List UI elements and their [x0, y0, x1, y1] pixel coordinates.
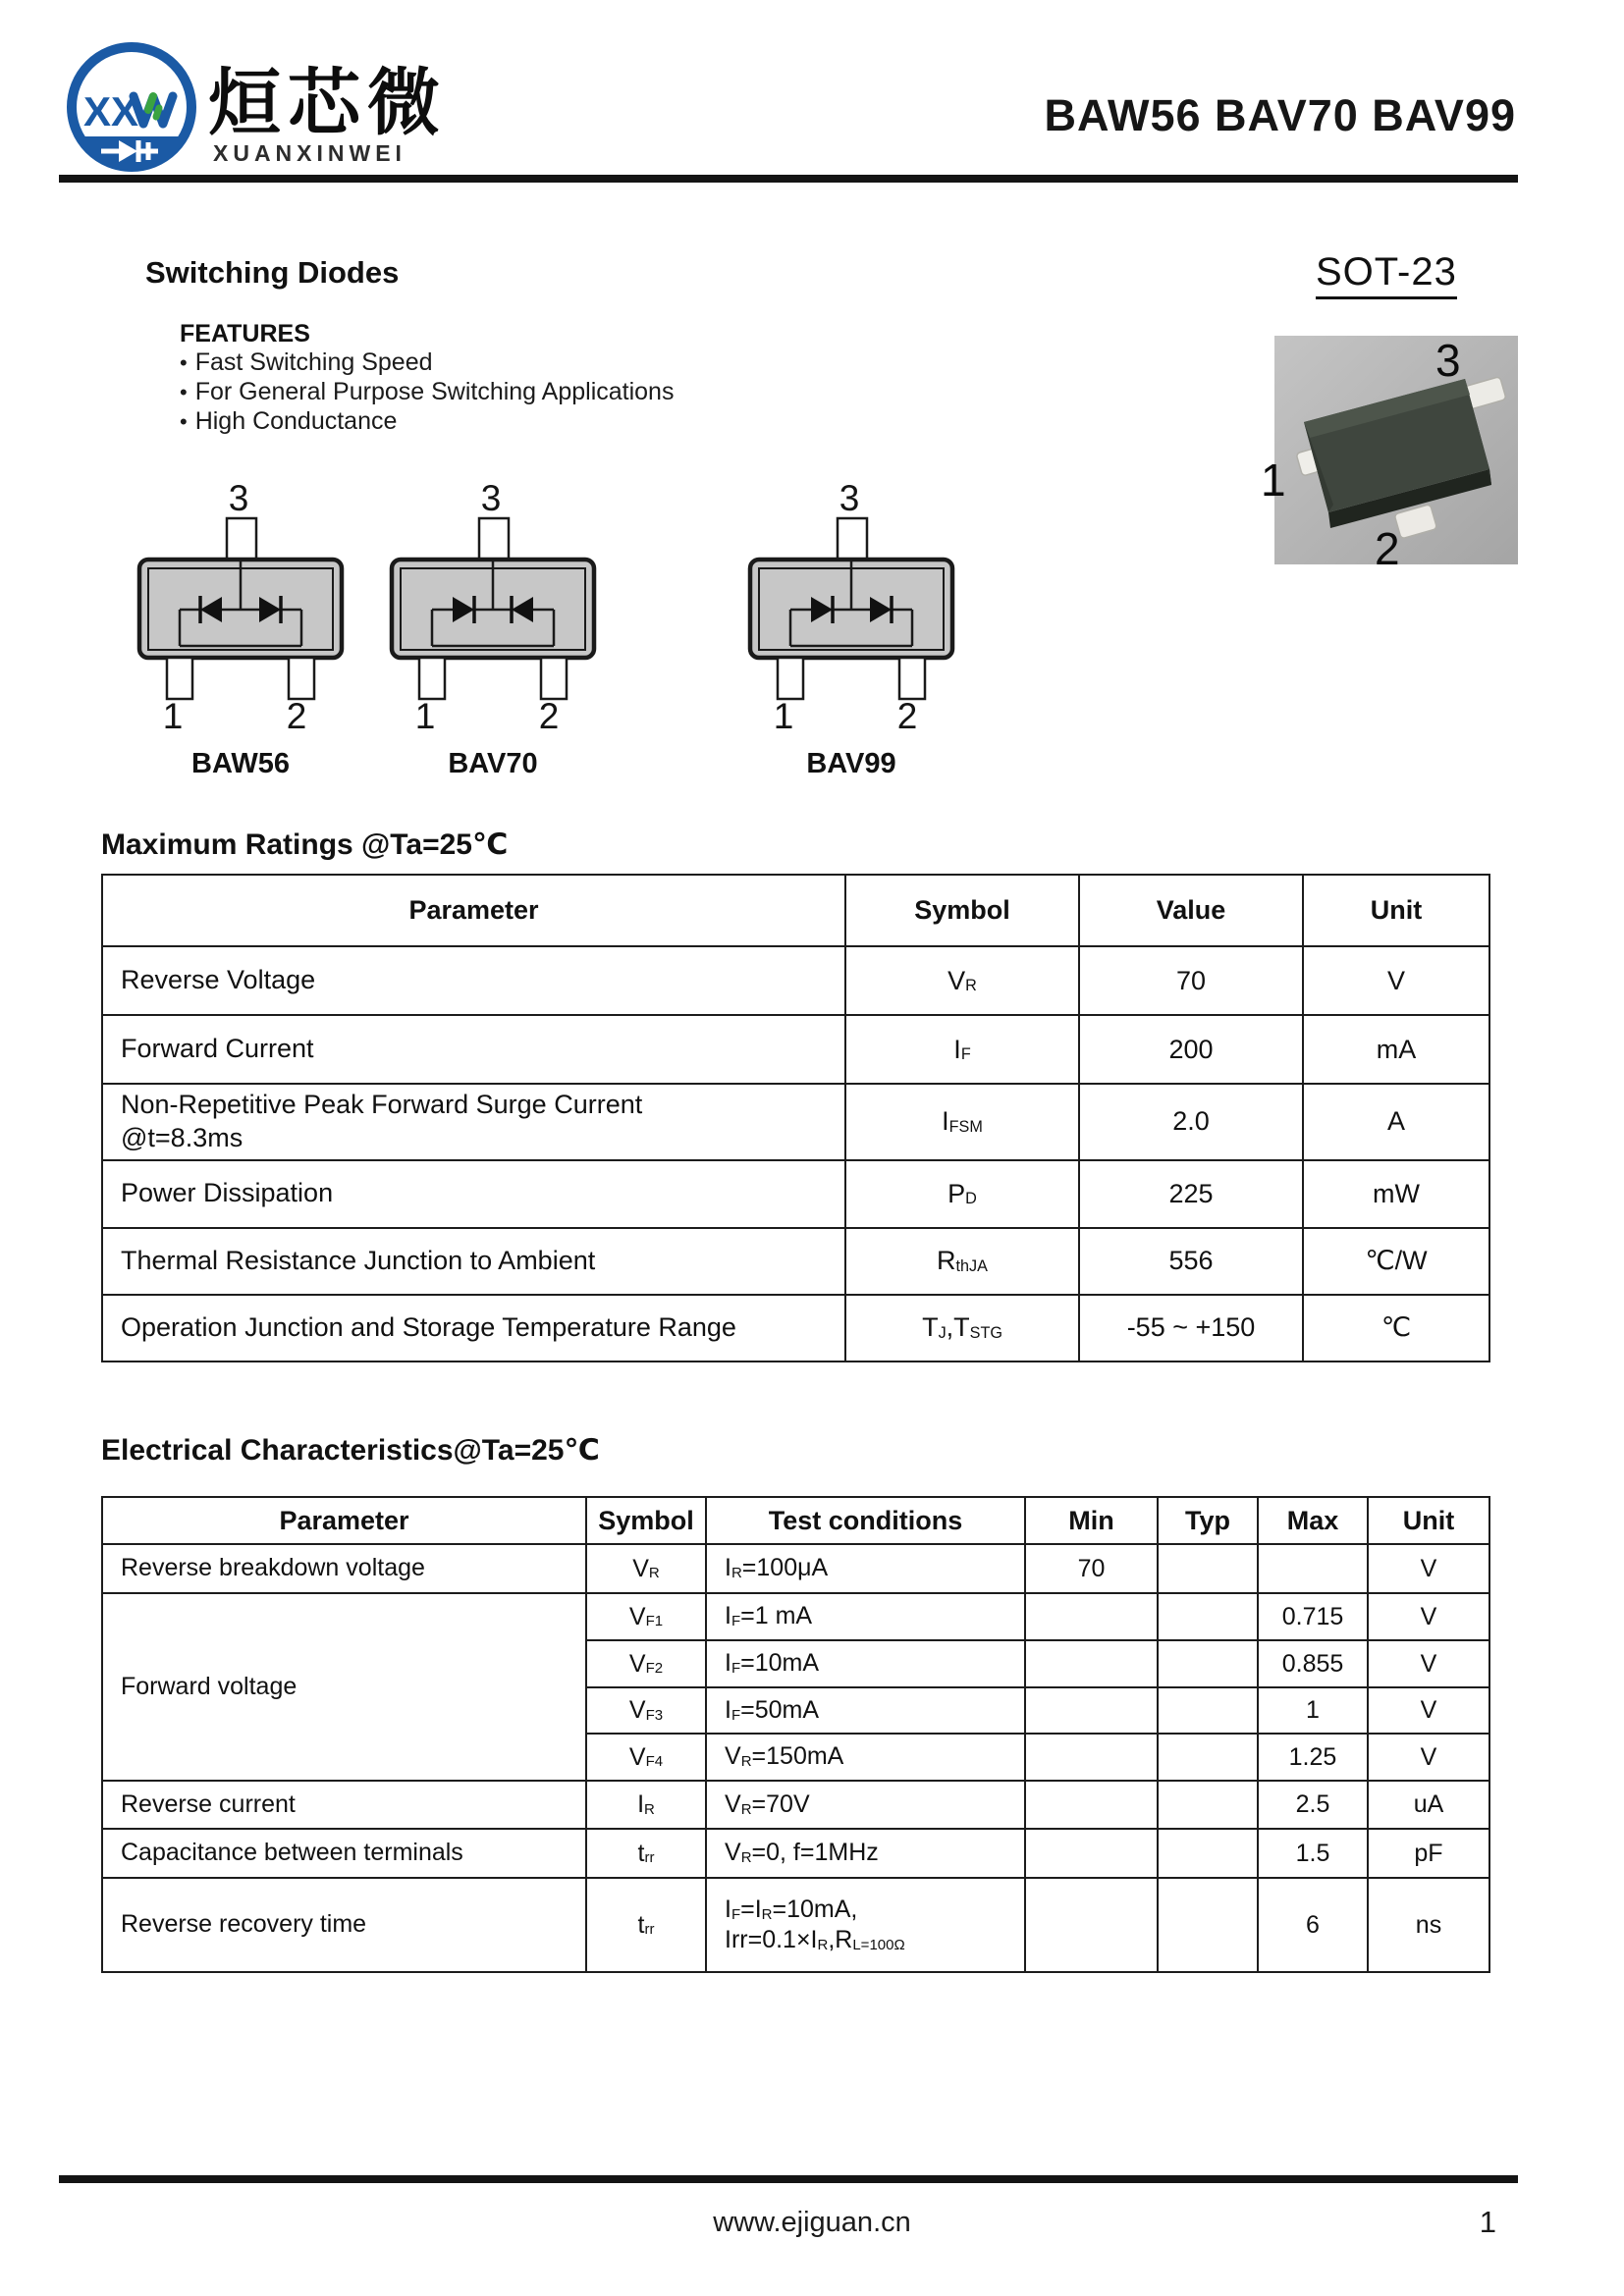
pin1-label: 1	[414, 696, 436, 734]
logo-xx-text: XX	[83, 88, 139, 134]
electrical-table	[101, 1496, 1490, 1973]
cell-unit: pF	[1368, 1829, 1489, 1878]
cell-max	[1258, 1544, 1368, 1593]
logo-green-accent-2	[156, 108, 159, 117]
col-header-value: Value	[1079, 875, 1303, 946]
cell-max: 1	[1258, 1687, 1368, 1734]
cell-unit: mA	[1303, 1015, 1489, 1084]
table-row	[102, 1593, 1489, 1640]
pin1-lead	[419, 658, 445, 699]
feature-item	[180, 348, 433, 377]
cell-symbol: $I_F$	[845, 1015, 1079, 1084]
table-row	[102, 1160, 1489, 1228]
max-ratings-table	[101, 874, 1490, 1362]
cell-parameter: Forward voltage	[102, 1593, 586, 1781]
photo-pin2-label: 2	[1375, 523, 1400, 574]
cell-unit: ns	[1368, 1878, 1489, 1972]
page-title: BAW56 BAV70 BAV99	[1044, 90, 1516, 140]
cell-parameter: Reverse current	[102, 1781, 586, 1829]
electrical-heading: Electrical Characteristics@Ta=25℃	[101, 1434, 600, 1467]
cell-symbol: $P_D$	[845, 1160, 1079, 1228]
company-logo	[57, 35, 206, 185]
cell-max: 6	[1258, 1878, 1368, 1972]
package-name: SOT-23	[1316, 250, 1457, 299]
cell-typ	[1158, 1829, 1258, 1878]
pin3-label: 3	[480, 479, 502, 518]
col-header-symbol: Symbol	[845, 875, 1079, 946]
cell-test-conditions: $I_R=100\mu A$	[706, 1544, 1025, 1593]
pin2-label: 2	[286, 696, 307, 734]
col-header-test-conditions: Test conditions	[706, 1497, 1025, 1544]
cell-unit: V	[1368, 1544, 1489, 1593]
figure-caption-baw56: BAW56	[191, 748, 290, 779]
pin2-lead	[289, 658, 314, 699]
pin1-label: 1	[162, 696, 184, 734]
pin2-label: 2	[538, 696, 560, 734]
cell-symbol: $V_R$	[586, 1544, 706, 1593]
photo-pin3-label: 3	[1435, 335, 1461, 386]
feature-text: Fast Switching Speed	[194, 348, 433, 376]
cell-test-conditions: $V_R=0$, f=1MHz	[706, 1829, 1025, 1878]
cell-min	[1025, 1878, 1158, 1972]
cell-symbol: $I_R$	[586, 1781, 706, 1829]
product-heading: Switching Diodes	[145, 255, 400, 290]
cell-symbol: $V_{F1}$	[586, 1593, 706, 1640]
table-row	[102, 1878, 1489, 1972]
logo-green-accent-1	[148, 96, 153, 110]
col-header-parameter: Parameter	[102, 1497, 586, 1544]
pin3-label: 3	[228, 479, 249, 518]
cell-unit: A	[1303, 1084, 1489, 1160]
cell-value: 70	[1079, 946, 1303, 1015]
figure-caption-bav70: BAV70	[448, 748, 538, 779]
feature-text: For General Purpose Switching Applications	[194, 378, 675, 405]
pin1-lead	[167, 658, 192, 699]
table-row	[102, 1084, 1489, 1160]
table-row	[102, 946, 1489, 1015]
features-heading: FEATURES	[180, 320, 310, 347]
table-header-row	[102, 1497, 1489, 1544]
cell-unit: V	[1368, 1687, 1489, 1734]
cell-typ	[1158, 1640, 1258, 1687]
cell-parameter: Non-Repetitive Peak Forward Surge Current @t=8.3ms	[102, 1084, 845, 1160]
cell-unit: V	[1368, 1593, 1489, 1640]
pin3-lead	[838, 518, 867, 561]
col-header-typ: Typ	[1158, 1497, 1258, 1544]
schematic-bav70	[380, 479, 606, 734]
footer-rule	[59, 2175, 1518, 2183]
bullet-icon: •	[180, 350, 188, 375]
cell-max: 2.5	[1258, 1781, 1368, 1829]
feature-text: High Conductance	[194, 407, 398, 435]
cell-min	[1025, 1829, 1158, 1878]
cell-symbol: $V_R$	[845, 946, 1079, 1015]
pin2-label: 2	[896, 696, 918, 734]
cell-typ	[1158, 1687, 1258, 1734]
cell-value: 200	[1079, 1015, 1303, 1084]
cell-max: 1.25	[1258, 1734, 1368, 1781]
max-ratings-heading: Maximum Ratings @Ta=25℃	[101, 828, 509, 861]
cell-max: 0.715	[1258, 1593, 1368, 1640]
pin3-lead	[479, 518, 509, 561]
cell-value: -55 ~ +150	[1079, 1295, 1303, 1362]
table-header-row	[102, 875, 1489, 946]
photo-pin1-label: 1	[1261, 454, 1286, 506]
cell-parameter: Forward Current	[102, 1015, 845, 1084]
cell-test-conditions: $I_F=1$ mA	[706, 1593, 1025, 1640]
cell-min	[1025, 1593, 1158, 1640]
cell-value: 2.0	[1079, 1084, 1303, 1160]
cell-typ	[1158, 1734, 1258, 1781]
cell-symbol: $V_{F4}$	[586, 1734, 706, 1781]
cell-unit: V	[1368, 1640, 1489, 1687]
col-header-symbol: Symbol	[586, 1497, 706, 1544]
col-header-unit: Unit	[1303, 875, 1489, 946]
bullet-icon: •	[180, 409, 188, 434]
cell-symbol: $V_{F3}$	[586, 1687, 706, 1734]
cell-min	[1025, 1734, 1158, 1781]
cell-symbol: $I_{FSM}$	[845, 1084, 1079, 1160]
pin3-label: 3	[839, 479, 860, 518]
footer-page-number: 1	[1479, 2205, 1496, 2239]
pin2-lead	[899, 658, 925, 699]
cell-unit: ℃/W	[1303, 1228, 1489, 1295]
cell-parameter: Reverse recovery time	[102, 1878, 586, 1972]
cell-typ	[1158, 1593, 1258, 1640]
cell-value: 225	[1079, 1160, 1303, 1228]
table-row	[102, 1228, 1489, 1295]
cell-max: 1.5	[1258, 1829, 1368, 1878]
cell-parameter: Reverse breakdown voltage	[102, 1544, 586, 1593]
pin3-lead	[227, 518, 256, 561]
feature-item	[180, 378, 674, 406]
table-row	[102, 1295, 1489, 1362]
footer-website: www.ejiguan.cn	[713, 2207, 911, 2238]
cell-parameter: Capacitance between terminals	[102, 1829, 586, 1878]
cell-min	[1025, 1640, 1158, 1687]
schematic-bav99	[738, 479, 964, 734]
table-row	[102, 1544, 1489, 1593]
feature-item	[180, 407, 397, 436]
brand-name-chinese: 烜芯微	[208, 62, 447, 143]
cell-unit: ℃	[1303, 1295, 1489, 1362]
cell-unit: uA	[1368, 1781, 1489, 1829]
cell-parameter: Power Dissipation	[102, 1160, 845, 1228]
cell-test-conditions: $I_F=50mA$	[706, 1687, 1025, 1734]
bullet-icon: •	[180, 380, 188, 404]
cell-parameter: Reverse Voltage	[102, 946, 845, 1015]
table-row	[102, 1015, 1489, 1084]
header-rule	[59, 175, 1518, 183]
col-header-min: Min	[1025, 1497, 1158, 1544]
cell-test-conditions: $I_F=10mA$	[706, 1640, 1025, 1687]
cell-symbol: $t_{rr}$	[586, 1878, 706, 1972]
cell-unit: V	[1303, 946, 1489, 1015]
cell-symbol: $R_{thJA}$	[845, 1228, 1079, 1295]
cell-min: 70	[1025, 1544, 1158, 1593]
pin1-label: 1	[773, 696, 794, 734]
cell-typ	[1158, 1544, 1258, 1593]
cell-min	[1025, 1687, 1158, 1734]
cell-test-conditions: $V_R=150mA$	[706, 1734, 1025, 1781]
cell-unit: V	[1368, 1734, 1489, 1781]
cell-parameter: Operation Junction and Storage Temperature Range	[102, 1295, 845, 1362]
cell-typ	[1158, 1781, 1258, 1829]
table-row	[102, 1829, 1489, 1878]
col-header-unit: Unit	[1368, 1497, 1489, 1544]
pin1-lead	[778, 658, 803, 699]
cell-min	[1025, 1781, 1158, 1829]
cell-max: 0.855	[1258, 1640, 1368, 1687]
cell-unit: mW	[1303, 1160, 1489, 1228]
brand-name-english: XUANXINWEI	[213, 140, 406, 166]
cell-value: 556	[1079, 1228, 1303, 1295]
col-header-max: Max	[1258, 1497, 1368, 1544]
pin2-lead	[541, 658, 567, 699]
cell-symbol: $T_J,T_{STG}$	[845, 1295, 1079, 1362]
cell-symbol: $V_{F2}$	[586, 1640, 706, 1687]
col-header-parameter: Parameter	[102, 875, 845, 946]
cell-test-conditions: $I_F=I_R=10mA$, $Irr=0.1\times I_R,R_{L=100\Omega}$	[706, 1878, 1025, 1972]
cell-typ	[1158, 1878, 1258, 1972]
cell-test-conditions: $V_R=70V$	[706, 1781, 1025, 1829]
schematic-baw56	[128, 479, 353, 734]
cell-parameter: Thermal Resistance Junction to Ambient	[102, 1228, 845, 1295]
figure-caption-bav99: BAV99	[806, 748, 896, 779]
table-row	[102, 1781, 1489, 1829]
cell-symbol: $t_{rr}$	[586, 1829, 706, 1878]
